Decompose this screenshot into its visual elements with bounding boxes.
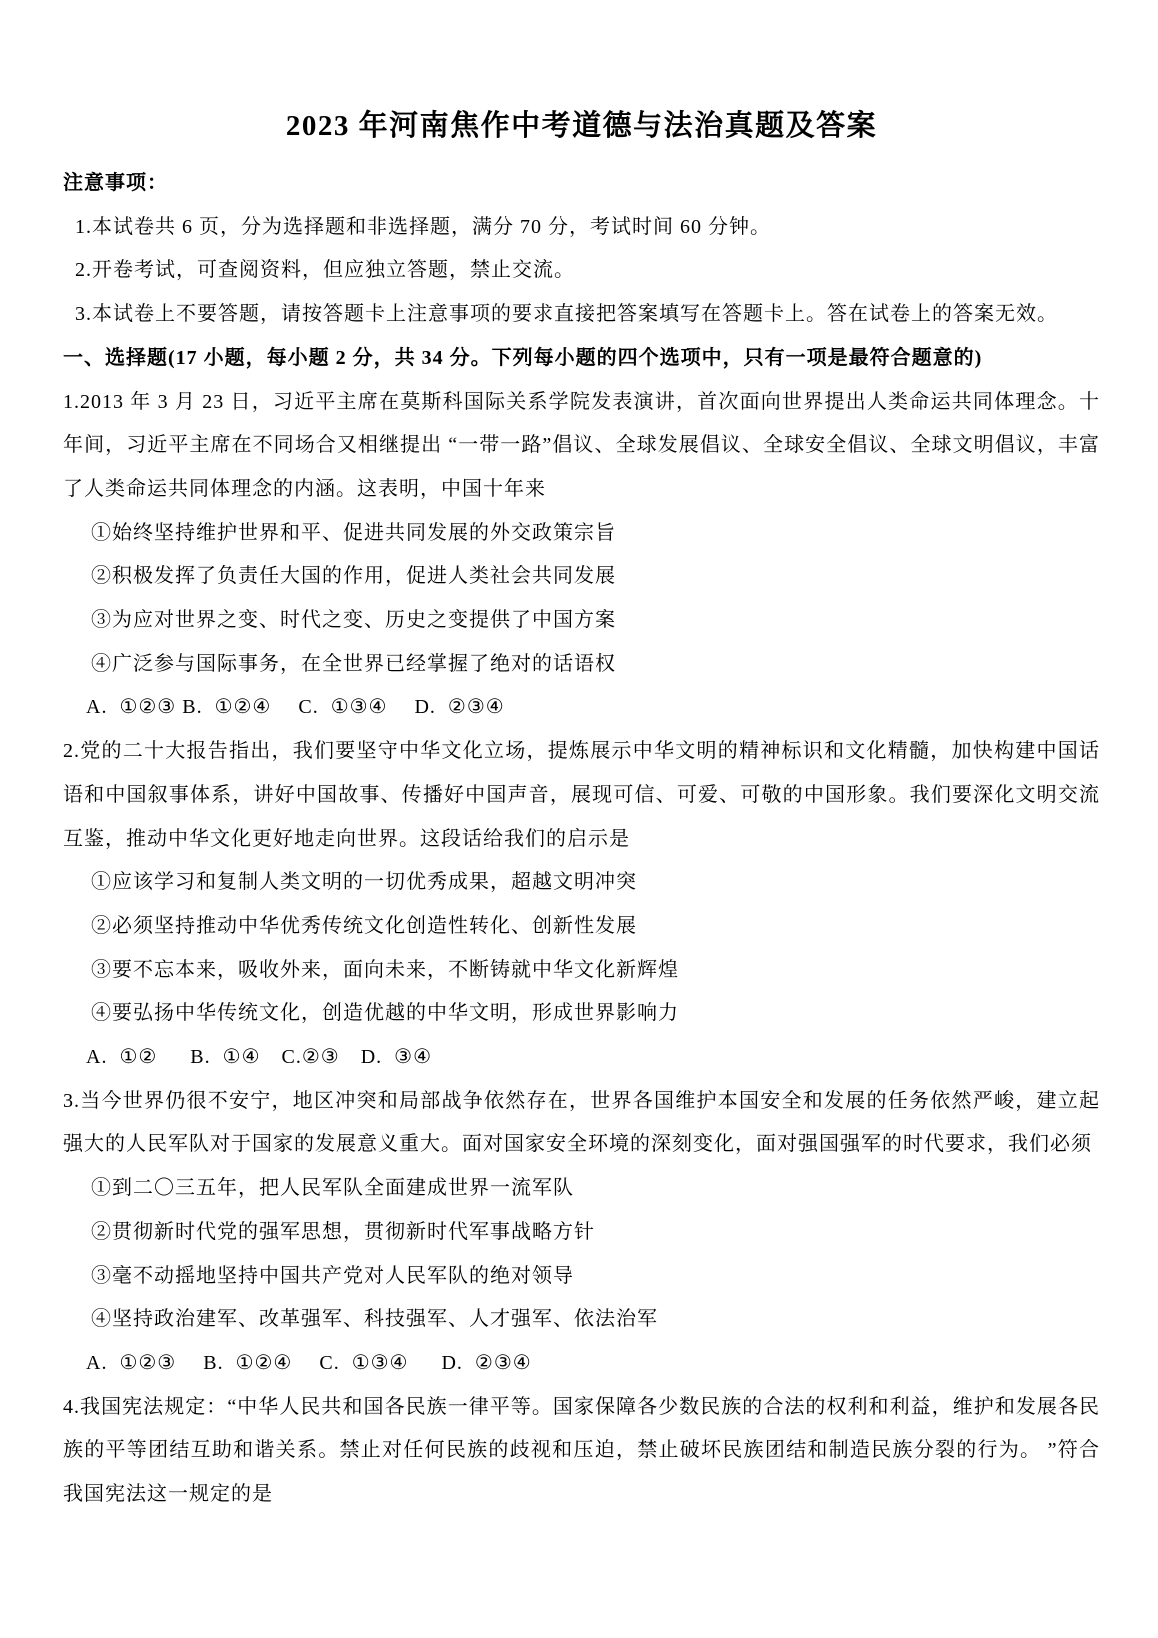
question-3-stem: 3.当今世界仍很不安宁，地区冲突和局部战争依然存在，世界各国维护本国安全和发展的任务依然严峻，建立起强大的人民军队对于国家的发展意义重大。面对国家安全环境的深刻变化，面对强国强军的时代要求，我们必须 <box>63 1089 1100 1156</box>
question-2 <box>63 730 1100 1080</box>
notice-item-3: 3.本试卷上不要答题，请按答题卡上注意事项的要求直接把答案填写在答题卡上。答在试卷上的答案无效。 <box>75 303 1058 326</box>
question-2-option-4: ④要弘扬中华传统文化，创造优越的中华文明，形成世界影响力 <box>91 1002 679 1025</box>
page-title: 2023 年河南焦作中考道德与法治真题及答案 <box>285 110 878 142</box>
question-3-option-1: ①到二〇三五年，把人民军队全面建成世界一流军队 <box>91 1177 574 1200</box>
question-3-option-2: ②贯彻新时代党的强军思想，贯彻新时代军事战略方针 <box>91 1220 595 1243</box>
question-3-answer-choices: A. ①②③ B. ①②④ C. ①③④ D. ②③④ <box>86 1351 532 1374</box>
notice-item-2: 2.开卷考试，可查阅资料，但应独立答题，禁止交流。 <box>75 259 575 282</box>
notice-heading: 注意事项： <box>63 172 168 194</box>
section-heading-choice-questions: 一、选择题(17 小题，每小题 2 分，共 34 分。下列每小题的四个选项中，只有一项是最符合题意的) <box>63 346 983 369</box>
question-2-option-2: ②必须坚持推动中华优秀传统文化创造性转化、创新性发展 <box>91 914 637 937</box>
question-1-option-3: ③为应对世界之变、时代之变、历史之变提供了中国方案 <box>91 609 616 632</box>
question-1-option-1: ①始终坚持维护世界和平、促进共同发展的外交政策宗旨 <box>91 521 616 544</box>
question-2-stem: 2.党的二十大报告指出，我们要坚守中华文化立场，提炼展示中华文明的精神标识和文化精髓，加快构建中国话语和中国叙事体系，讲好中国故事、传播好中国声音，展现可信、可爱、可敬的中国形象。我们要深化文明交流互鉴，推动中华文化更好地走向世界。这段话给我们的启示是 <box>63 740 1100 850</box>
question-2-option-3: ③要不忘本来，吸收外来，面向未来，不断铸就中华文化新辉煌 <box>91 958 679 981</box>
question-1-option-4: ④广泛参与国际事务，在全世界已经掌握了绝对的话语权 <box>91 652 616 675</box>
question-2-answer-choices: A. ①② B. ①④ C.②③ D. ③④ <box>86 1046 433 1069</box>
question-1-option-2: ②积极发挥了负责任大国的作用，促进人类社会共同发展 <box>91 565 616 588</box>
question-1-answer-choices: A. ①②③ B. ①②④ C. ①③④ D. ②③④ <box>86 696 505 719</box>
question-1-stem: 1.2013 年 3 月 23 日，习近平主席在莫斯科国际关系学院发表演讲，首次面向世界提出人类命运共同体理念。十年间，习近平主席在不同场合又相继提出 “一带一路”倡议、全球发展倡议、全球安全倡议、全球文明倡议，丰富了人类命运共同体理念的内涵。这表明，中国十年来 <box>63 390 1100 500</box>
notice-item-1: 1.本试卷共 6 页，分为选择题和非选择题，满分 70 分，考试时间 60 分钟。 <box>75 215 771 238</box>
question-4-stem: 4.我国宪法规定：“中华人民共和国各民族一律平等。国家保障各少数民族的合法的权利和利益，维护和发展各民族的平等团结互助和谐关系。禁止对任何民族的歧视和压迫，禁止破坏民族团结和制造民族分裂的行为。 ”符合我国宪法这一规定的是 <box>63 1395 1100 1506</box>
question-1 <box>63 381 1100 731</box>
question-3-option-3: ③毫不动摇地坚持中国共产党对人民军队的绝对领导 <box>91 1264 574 1287</box>
question-4 <box>63 1386 1100 1517</box>
question-3 <box>63 1080 1100 1386</box>
question-2-option-1: ①应该学习和复制人类文明的一切优秀成果，超越文明冲突 <box>91 871 637 894</box>
question-3-option-4: ④坚持政治建军、改革强军、科技强军、人才强军、依法治军 <box>91 1308 658 1331</box>
